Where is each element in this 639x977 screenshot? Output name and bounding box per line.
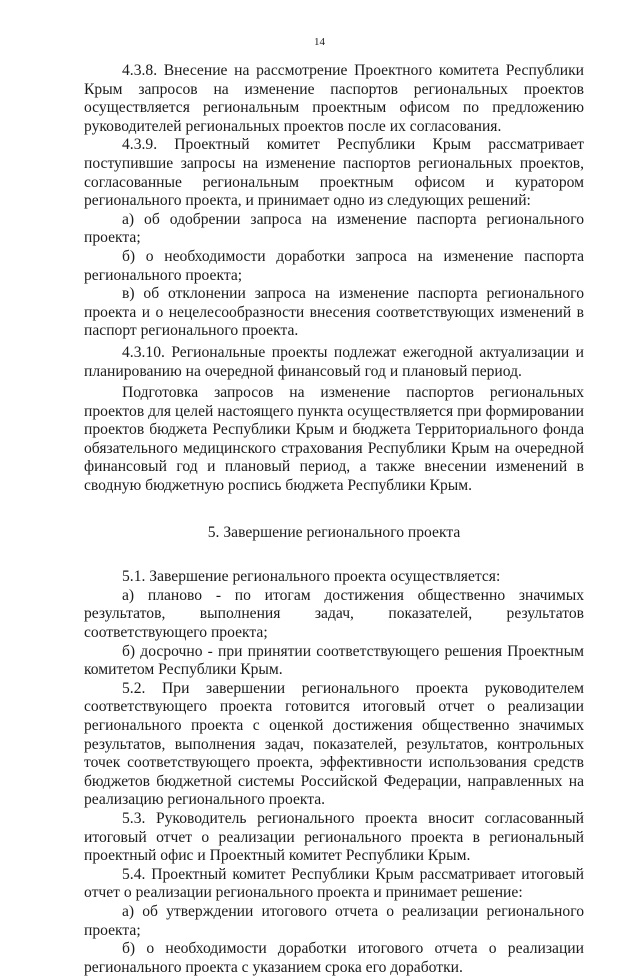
list-item-a: а) об утверждении итогового отчета о реализации регионального проекта;	[84, 902, 584, 939]
list-item-b: б) о необходимости доработки итогового отчета о реализации регионального проекта с указанием срока его доработки.	[84, 940, 584, 976]
paragraph-preparation: Подготовка запросов на изменение паспортов региональных проектов для целей настоящего пункта осуществляется при формировании проектов бюджета Республики Крым и бюджета Территориального фонда обязательного медицинского страхования Республики Крым на очередной финансовый год и плановый период, а также внесении изменений в сводную бюджетную роспись бюджета Республики Крым.	[84, 384, 584, 495]
page-number: 14	[314, 36, 325, 48]
list-item-a: а) планово - по итогам достижения общественно значимых результатов, выполнения задач, показателей, результатов соответствующего проекта;	[84, 586, 584, 642]
paragraph-5-4: 5.4. Проектный комитет Республики Крым рассматривает итоговый отчет о реализации регионального проекта и принимает решение:	[84, 865, 584, 902]
document-body	[84, 62, 584, 977]
paragraph-4-3-9: 4.3.9. Проектный комитет Республики Крым рассматривает поступившие запросы на изменение паспортов региональных проектов, согласованные региональным проектным офисом и куратором регионального проекта, и принимает одно из следующих решений:	[84, 136, 584, 210]
list-item-b: б) досрочно - при принятии соответствующего решения Проектным комитетом Республики Крым.	[84, 642, 584, 679]
paragraph-4-3-8: 4.3.8. Внесение на рассмотрение Проектного комитета Республики Крым запросов на изменение паспортов региональных проектов осуществляется региональным проектным офисом по предложению руководителей региональных проектов после их согласования.	[84, 62, 584, 135]
paragraph-5-1: 5.1. Завершение регионального проекта осуществляется:	[122, 568, 501, 586]
section-heading: 5. Завершение регионального проекта	[207, 523, 461, 541]
paragraph-5-3: 5.3. Руководитель регионального проекта вносит согласованный итоговый отчет о реализации регионального проекта в региональный проектный офис и Проектный комитет Республики Крым.	[84, 809, 584, 865]
list-item-b: б) о необходимости доработки запроса на изменение паспорта регионального проекта;	[84, 247, 584, 284]
paragraph-4-3-10: 4.3.10. Региональные проекты подлежат ежегодной актуализации и планированию на очередной финансовый год и плановый период.	[84, 343, 584, 380]
list-item-v: в) об отклонении запроса на изменение паспорта регионального проекта и о нецелесообразности внесения соответствующих изменений в паспорт регионального проекта.	[84, 285, 584, 340]
list-item-a: а) об одобрении запроса на изменение паспорта регионального проекта;	[84, 210, 584, 247]
paragraph-5-2: 5.2. При завершении регионального проекта руководителем соответствующего проекта готовится итоговый отчет о реализации регионального проекта с оценкой достижения общественно значимых результатов, выполнения задач, показателей, результатов, контрольных точек соответствующего проекта, эффективности использования средств бюджетов бюджетной системы Российской Федерации, направленных на реализацию регионального проекта.	[84, 679, 584, 809]
